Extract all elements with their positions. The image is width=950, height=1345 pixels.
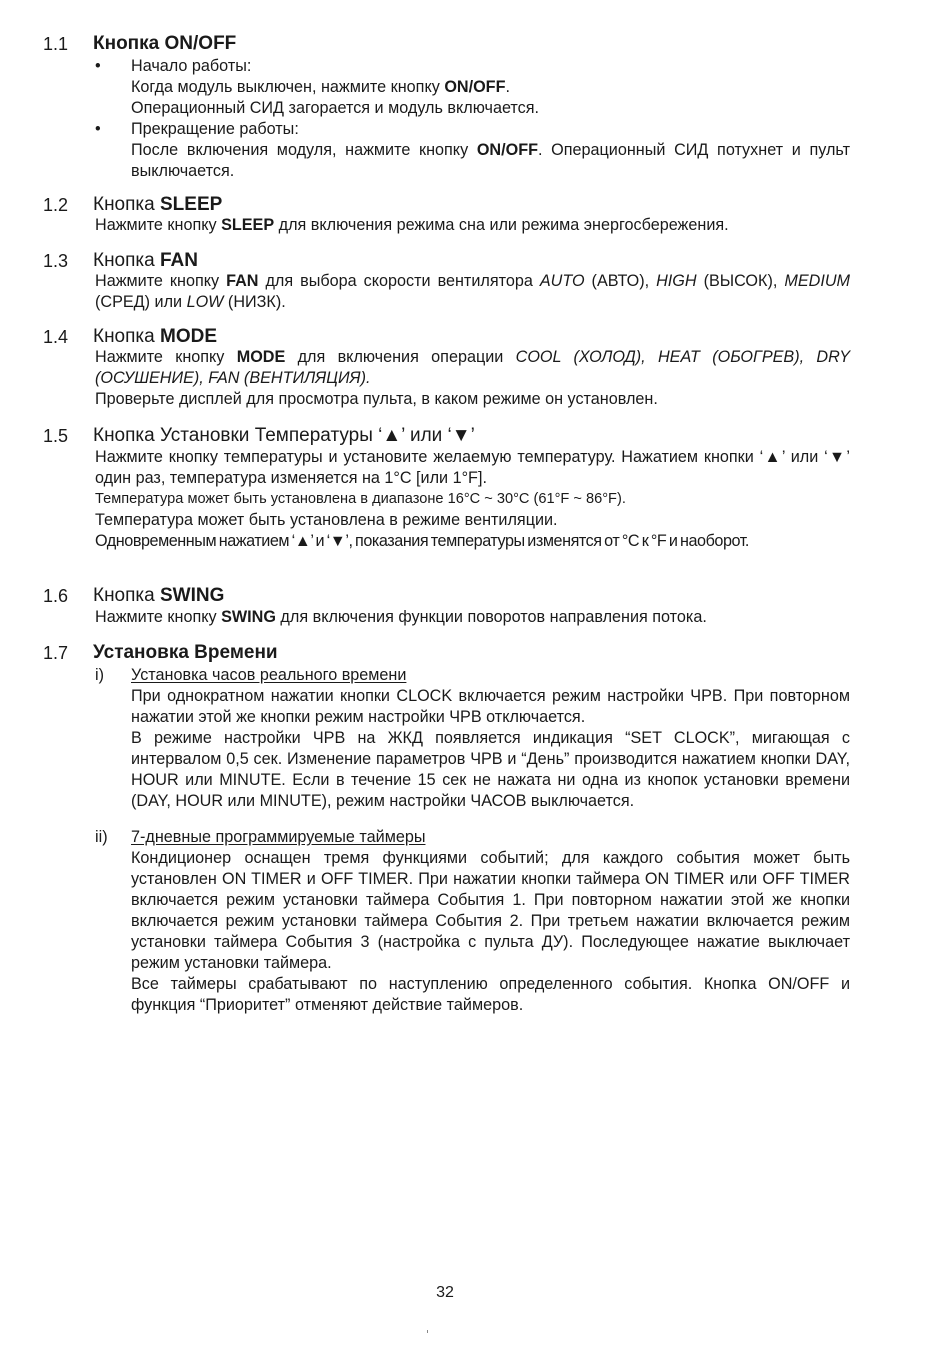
section-body: [95, 347, 850, 410]
section-number: 1.2: [43, 195, 69, 215]
section-title: Кнопка Установки Температуры ‘▲’ или ‘▼’: [93, 425, 475, 446]
subsection-number: i): [95, 666, 104, 684]
section-number: 1.4: [43, 327, 69, 347]
paragraph: Температура может быть установлена в режиме вентиляции.: [95, 511, 558, 529]
section-title: Кнопка SWING: [93, 585, 225, 606]
paragraph: Нажмите кнопку SLEEP для включения режима сна или режима энергосбережения.: [95, 216, 729, 234]
bullet-text: Операционный СИД загорается и модуль включается.: [131, 99, 540, 117]
paragraph: Нажмите кнопку SWING для включения функции поворотов направления потока.: [95, 608, 707, 626]
paragraph: Нажмите кнопку FAN для выбора скорости вентилятора AUTO (АВТО), HIGH (ВЫСОК), MEDIUM (СРЕД) или LOW (НИЗК).: [95, 272, 851, 311]
paragraph: При однократном нажатии кнопки CLOCK включается режим настройки ЧРВ. При повторном нажатии этой же кнопки режим настройки ЧРВ отключается.: [131, 687, 850, 726]
subsection-title: Установка часов реального времени: [131, 666, 407, 684]
paragraph: Проверьте дисплей для просмотра пульта, в каком режиме он установлен.: [95, 390, 658, 408]
paragraph: Нажмите кнопку MODE для включения операции COOL (ХОЛОД), HEAT (ОБОГРЕВ), DRY (ОСУШЕНИЕ), FAN (ВЕНТИЛЯЦИЯ).: [95, 348, 850, 387]
bullet-start: [95, 56, 850, 119]
section-body: [95, 447, 850, 552]
subsection-timers: [95, 827, 850, 1016]
bullet-label: Начало работы:: [131, 57, 252, 75]
section-number: 1.1: [43, 34, 69, 54]
section-number: 1.6: [43, 586, 69, 606]
section-body: [95, 665, 850, 1016]
paragraph: Температура может быть установлена в диапазоне 16°C ~ 30°C (61°F ~ 86°F).: [95, 491, 626, 507]
section-title: Установка Времени: [93, 642, 278, 663]
bullet-text: Когда модуль выключен, нажмите кнопку ON/OFF.: [131, 78, 510, 96]
bullet-text: После включения модуля, нажмите кнопку ON/OFF. Операционный СИД потухнет и пульт выключается.: [131, 141, 850, 180]
page-number: 32: [436, 1284, 454, 1301]
paragraph: Все таймеры срабатывают по наступлению определенного события. Кнопка ON/OFF и функция “Приоритет” отменяют действие таймеров.: [131, 975, 850, 1014]
section-number: 1.7: [43, 643, 69, 663]
section-body: [95, 607, 850, 628]
section-title: Кнопка MODE: [93, 326, 217, 347]
paragraph: Одновременным нажатием ‘▲’ и ‘▼’, показания температуры изменятся от °C к °F и наоборот.: [95, 532, 749, 550]
paragraph: Кондиционер оснащен тремя функциями событий; для каждого события может быть установлен ON TIMER и OFF TIMER. При нажатии кнопки таймера ON TIMER или OFF TIMER включается режим установки таймера События 1. При повторном нажатии этой же кнопки включается режим установки таймера События 2. При третьем нажатии включается режим установки таймера События 3 (настройка с пульта ДУ). Последующее нажатие выключает режим установки таймера.: [131, 849, 850, 972]
scan-speck: [427, 1330, 428, 1333]
subsection-number: ii): [95, 828, 108, 846]
bullet-icon: •: [95, 57, 101, 75]
section-title: Кнопка FAN: [93, 250, 198, 271]
section-body: [95, 271, 850, 313]
bullet-icon: •: [95, 120, 101, 138]
section-title: Кнопка SLEEP: [93, 194, 223, 215]
section-body: [95, 56, 850, 182]
section-number: 1.5: [43, 426, 69, 446]
section-number: 1.3: [43, 251, 69, 271]
section-title: Кнопка ON/OFF: [93, 33, 237, 54]
paragraph: В режиме настройки ЧРВ на ЖКД появляется индикация “SET CLOCK”, мигающая с интервалом 0,5 сек. Изменение параметров ЧРВ и “День” производится нажатием кнопки DAY, HOUR или MINUTE. Если в течение 15 сек не нажата ни одна из кнопок установки времени (DAY, HOUR или MINUTE), режим настройки ЧАСОВ выключается.: [131, 729, 850, 810]
subsection-title: 7-дневные программируемые таймеры: [131, 828, 426, 846]
bullet-stop: [95, 119, 850, 182]
section-body: [95, 215, 850, 236]
subsection-clock: [95, 665, 850, 812]
bullet-label: Прекращение работы:: [131, 120, 299, 138]
paragraph: Нажмите кнопку температуры и установите желаемую температуру. Нажатием кнопки ‘▲’ или ‘▼’ один раз, температура изменяется на 1°C [или 1°F].: [95, 448, 850, 487]
